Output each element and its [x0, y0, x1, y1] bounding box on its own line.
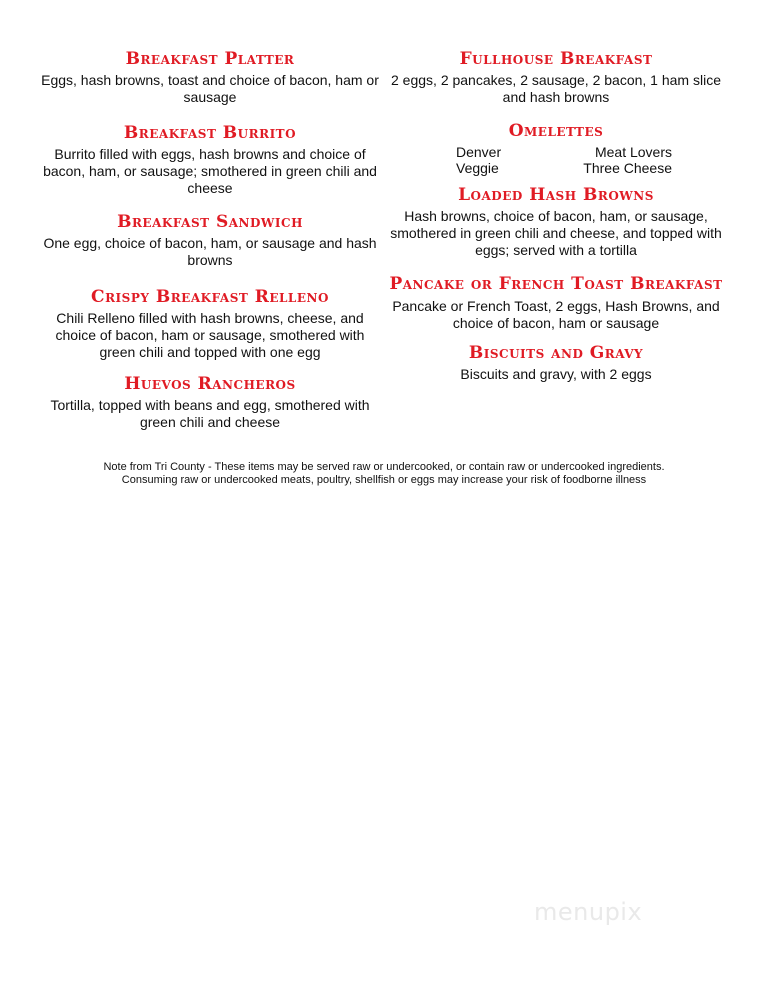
item-description: Hash browns, choice of bacon, ham, or sausage, smothered in green chili and cheese, and topped with eggs; served with a tortilla: [390, 208, 722, 258]
item-title: Crispy Breakfast Relleno: [91, 287, 329, 307]
menu-right-column: [386, 48, 726, 383]
item-title: Huevos Rancheros: [124, 374, 296, 394]
item-title: Breakfast Burrito: [123, 123, 297, 143]
omelette-option: Meat Lovers: [594, 144, 672, 160]
omelette-option: Denver: [456, 144, 502, 160]
item-description: One egg, choice of bacon, ham, or sausage and hash browns: [43, 235, 377, 268]
item-description: Pancake or French Toast, 2 eggs, Hash Browns, and choice of bacon, ham or sausage: [392, 298, 720, 331]
menu-item-fullhouse-breakfast: [386, 48, 726, 106]
item-description: Tortilla, topped with beans and egg, smothered with green chili and cheese: [50, 397, 370, 430]
food-safety-note: [30, 461, 738, 487]
item-title: Breakfast Platter: [125, 49, 295, 69]
item-description: 2 eggs, 2 pancakes, 2 sausage, 2 bacon, 1 ham slice and hash browns: [391, 72, 721, 105]
menu-item-loaded-hash-browns: [386, 184, 726, 259]
omelette-option: Three Cheese: [583, 160, 672, 176]
menu-item-breakfast-burrito: [40, 122, 380, 197]
item-description: Eggs, hash browns, toast and choice of bacon, ham or sausage: [41, 72, 379, 105]
item-title: Loaded Hash Browns: [458, 185, 654, 205]
menu-item-huevos-rancheros: [40, 373, 380, 431]
note-line: Note from Tri County - These items may be served raw or undercooked, or contain raw or undercooked ingredients.: [103, 461, 665, 473]
menu-left-column: [40, 48, 380, 431]
omelette-options: [436, 144, 676, 176]
item-title: Fullhouse Breakfast: [459, 49, 653, 69]
menu-item-omelettes: [386, 120, 726, 176]
item-description: Chili Relleno filled with hash browns, cheese, and choice of bacon, ham or sausage, smothered with green chili and topped with one egg: [55, 310, 365, 360]
menu-item-crispy-breakfast-relleno: [40, 286, 380, 361]
menu-item-breakfast-platter: [40, 48, 380, 106]
watermark-logo: menupix: [534, 898, 643, 926]
item-title: Pancake or French Toast Breakfast: [389, 274, 723, 294]
item-description: Burrito filled with eggs, hash browns and choice of bacon, ham, or sausage; smothered in green chili and cheese: [43, 146, 377, 196]
item-description: Biscuits and gravy, with 2 eggs: [460, 366, 652, 382]
note-line: Consuming raw or undercooked meats, poultry, shellfish or eggs may increase your risk of foodborne illness: [121, 474, 647, 486]
item-title: Biscuits and Gravy: [468, 343, 644, 363]
item-title: Omelettes: [508, 121, 604, 141]
omelette-option: Veggie: [456, 160, 499, 176]
item-title: Breakfast Sandwich: [117, 212, 303, 232]
menu-item-breakfast-sandwich: [40, 211, 380, 269]
menu-item-pancake-french-toast: [386, 273, 726, 332]
menu-item-biscuits-and-gravy: [386, 342, 726, 383]
